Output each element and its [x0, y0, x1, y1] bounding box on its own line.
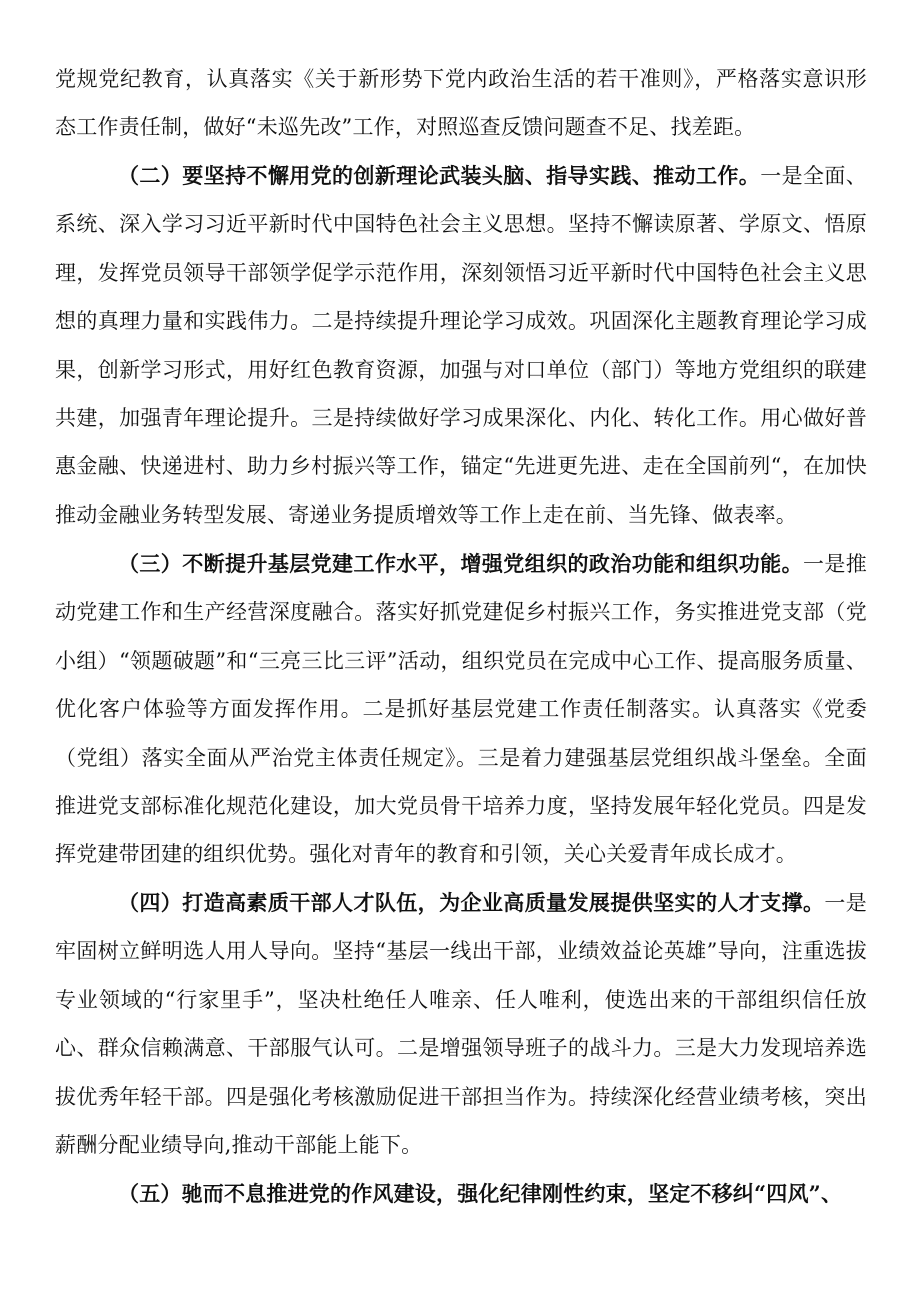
section-heading: （五）驰而不息推进党的作风建设，强化纪律刚性约束，坚定不移纠“四风”、 — [118, 1181, 843, 1206]
paragraph-body: 一是全面、系统、深入学习习近平新时代中国特色社会主义思想。坚持不懈读原著、学原文、悟原理，发挥党员领导干部领学促学示范作用，深刻领悟习近平新时代中国特色社会主义思想的真理力量和实践伟力。二是持续提升理论学习成效。巩固深化主题教育理论学习成果，创新学习形式，用好红色教育资源，加强与对口单位（部门）等地方党组织的联建共建，加强青年理论提升。三是持续做好学习成果深化、内化、转化工作。用心做好普惠金融、快递进村、助力乡村振兴等工作，锚定“先进更先进、走在全国前列“，在加快推动金融业务转型发展、寄递业务提质增效等工作上走在前、当先锋、做表率。 — [55, 164, 868, 527]
paragraph-section-5 — [55, 1170, 867, 1218]
paragraph-section-2 — [55, 152, 867, 539]
paragraph-continuation — [55, 55, 867, 152]
paragraph-body: 党规党纪教育，认真落实《关于新形势下党内政治生活的若干准则》，严格落实意识形态工作责任制，做好“未巡先改”工作，对照巡查反馈问题查不足、找差距。 — [55, 67, 867, 140]
paragraph-body: 一是牢固树立鲜明选人用人导向。坚持“基层一线出干部，业绩效益论英雄”导向，注重选拔专业领域的“行家里手”，坚决杜绝任人唯亲、任人唯利，使选出来的干部组织信任放心、群众信赖满意、干部服气认可。二是增强领导班子的战斗力。三是大力发现培养选拔优秀年轻干部。四是强化考核激励促进干部担当作为。持续深化经营业绩考核，突出薪酬分配业绩导向,推动干部能上能下。 — [55, 891, 867, 1158]
section-heading: （三）不断提升基层党建工作水平，增强党组织的政治功能和组织功能。 — [118, 551, 803, 576]
paragraph-body: 一是推动党建工作和生产经营深度融合。落实好抓党建促乡村振兴工作，务实推进党支部（党小组）“领题破题”和“三亮三比三评”活动，组织党员在完成中心工作、提高服务质量、优化客户体验等方面发挥作用。二是抓好基层党建工作责任制落实。认真落实《党委（党组）落实全面从严治党主体责任规定》。三是着力建强基层党组织战斗堡垒。全面推进党支部标准化规范化建设，加大党员骨干培养力度，坚持发展年轻化党员。四是发挥党建带团建的组织优势。强化对青年的教育和引领，关心关爱青年成长成才。 — [55, 552, 867, 867]
section-heading: （二）要坚持不懈用党的创新理论武装头脑、指导实践、推动工作。 — [118, 163, 761, 188]
paragraph-section-4 — [55, 879, 867, 1169]
paragraph-section-3 — [55, 540, 867, 879]
section-heading: （四）打造高素质干部人才队伍，为企业高质量发展提供坚实的人才支撑。 — [118, 890, 825, 915]
